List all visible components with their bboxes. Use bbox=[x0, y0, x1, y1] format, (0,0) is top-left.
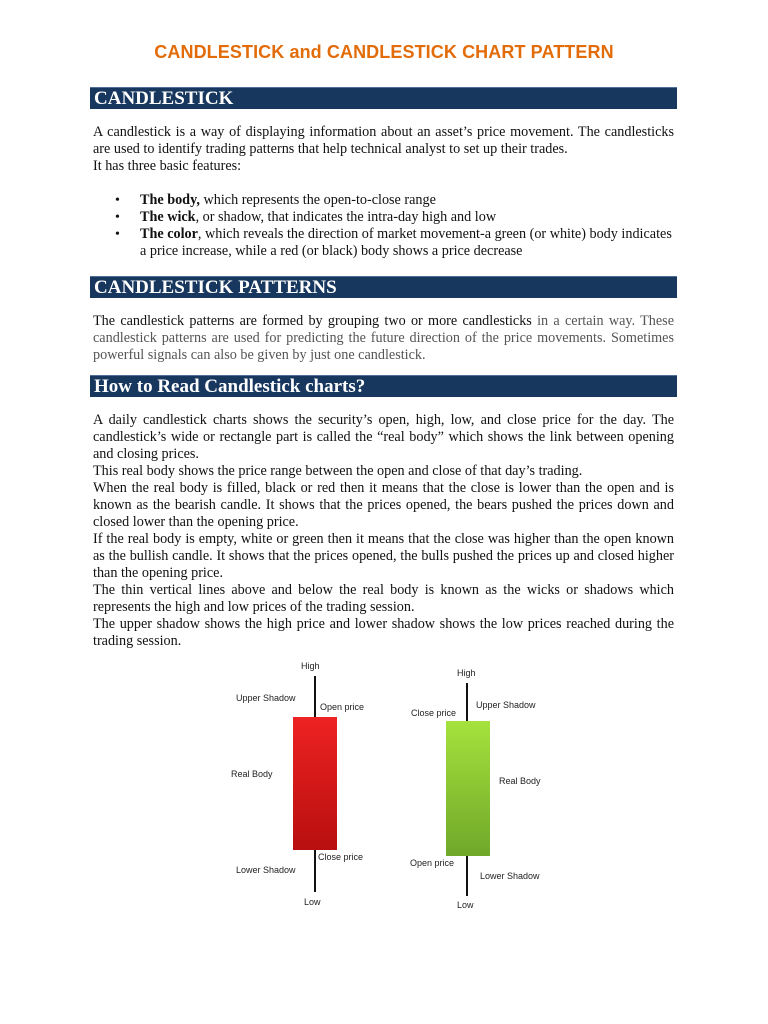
candlestick-intro-text: A candlestick is a way of displaying information about an asset’s price movement. The candlesticks are used to identify trading patterns that help technical analyst to set up their trades. bbox=[93, 124, 674, 157]
feature-term: The color bbox=[140, 226, 198, 242]
bullish-upper-shadow-label: Upper Shadow bbox=[476, 700, 536, 710]
bearish-high-label: High bbox=[301, 661, 320, 671]
reading-paragraph: The upper shadow shows the high price and lower shadow shows the low prices reached during the trading session. bbox=[93, 616, 674, 649]
bearish-upper-shadow-label: Upper Shadow bbox=[236, 693, 296, 703]
bullish-real-body-label: Real Body bbox=[499, 776, 541, 786]
bullish-low-label: Low bbox=[457, 900, 474, 910]
bullish-real-body bbox=[446, 721, 490, 856]
bullish-close-price-label: Close price bbox=[411, 708, 457, 718]
bullet-icon: • bbox=[115, 227, 120, 242]
list-item bbox=[93, 226, 674, 260]
reading-paragraph: When the real body is filled, black or red then it means that the close is lower than the open and is known as the bearish candle. It shows that the prices opened, the bears pushed the prices down and closed lower than the opening price. bbox=[93, 480, 674, 530]
reading-text bbox=[93, 412, 674, 650]
section-heading-patterns: CANDLESTICK PATTERNS bbox=[90, 276, 677, 298]
reading-paragraph: A daily candlestick charts shows the security’s open, high, low, and close price for the day. The candlestick’s wide or rectangle part is called the “real body” which shows the link between opening and closing prices. bbox=[93, 412, 674, 462]
reading-paragraph: This real body shows the price range between the open and close of that day’s trading. bbox=[93, 463, 583, 479]
bullet-icon: • bbox=[115, 210, 120, 225]
bearish-real-body bbox=[293, 717, 337, 850]
candlestick-intro bbox=[93, 124, 674, 175]
bullish-open-price-label: Open price bbox=[410, 858, 455, 868]
bullish-candle bbox=[410, 668, 541, 910]
bearish-low-label: Low bbox=[304, 897, 321, 907]
features-list bbox=[93, 192, 674, 260]
bearish-lower-shadow-label: Lower Shadow bbox=[236, 865, 296, 875]
feature-term: The wick bbox=[140, 209, 196, 225]
bearish-close-price-label: Close price bbox=[318, 852, 364, 862]
section-heading-candlestick: CANDLESTICK bbox=[90, 87, 677, 109]
patterns-text-a: The candlestick patterns are formed by grouping two or more candlesticks bbox=[93, 313, 532, 329]
bearish-candle bbox=[231, 661, 364, 907]
features-intro: It has three basic features: bbox=[93, 158, 242, 174]
bullish-lower-shadow-label: Lower Shadow bbox=[480, 871, 540, 881]
feature-text: , or shadow, that indicates the intra-day high and low bbox=[195, 209, 497, 225]
bearish-open-price-label: Open price bbox=[320, 702, 365, 712]
bullet-icon: • bbox=[115, 193, 120, 208]
feature-text: which represents the open-to-close range bbox=[199, 192, 436, 208]
reading-paragraph: The thin vertical lines above and below the real body is known as the wicks or shadows which represents the high and low prices of the trading session. bbox=[93, 582, 674, 615]
feature-text: , which reveals the direction of market movement-a green (or white) body indicates a price increase, while a red (or black) body shows a price decrease bbox=[140, 226, 672, 259]
document-title: CANDLESTICK and CANDLESTICK CHART PATTERN bbox=[154, 42, 614, 62]
list-item bbox=[93, 209, 674, 226]
list-item bbox=[93, 192, 674, 209]
bearish-real-body-label: Real Body bbox=[231, 769, 273, 779]
reading-paragraph: If the real body is empty, white or green then it means that the close was higher than the open known as the bullish candle. It shows that the prices opened, the bulls pushed the prices up and closed higher than the opening price. bbox=[93, 531, 674, 581]
section-heading-reading: How to Read Candlestick charts? bbox=[90, 375, 677, 397]
patterns-text-b: in a certain way. These candlestick patterns are used for predicting the future direction of the price movements. Sometimes powerful signals can also be given by just one candlestick. bbox=[93, 313, 675, 363]
feature-term: The body, bbox=[140, 192, 200, 208]
patterns-text bbox=[93, 313, 674, 364]
bullish-high-label: High bbox=[457, 668, 476, 678]
